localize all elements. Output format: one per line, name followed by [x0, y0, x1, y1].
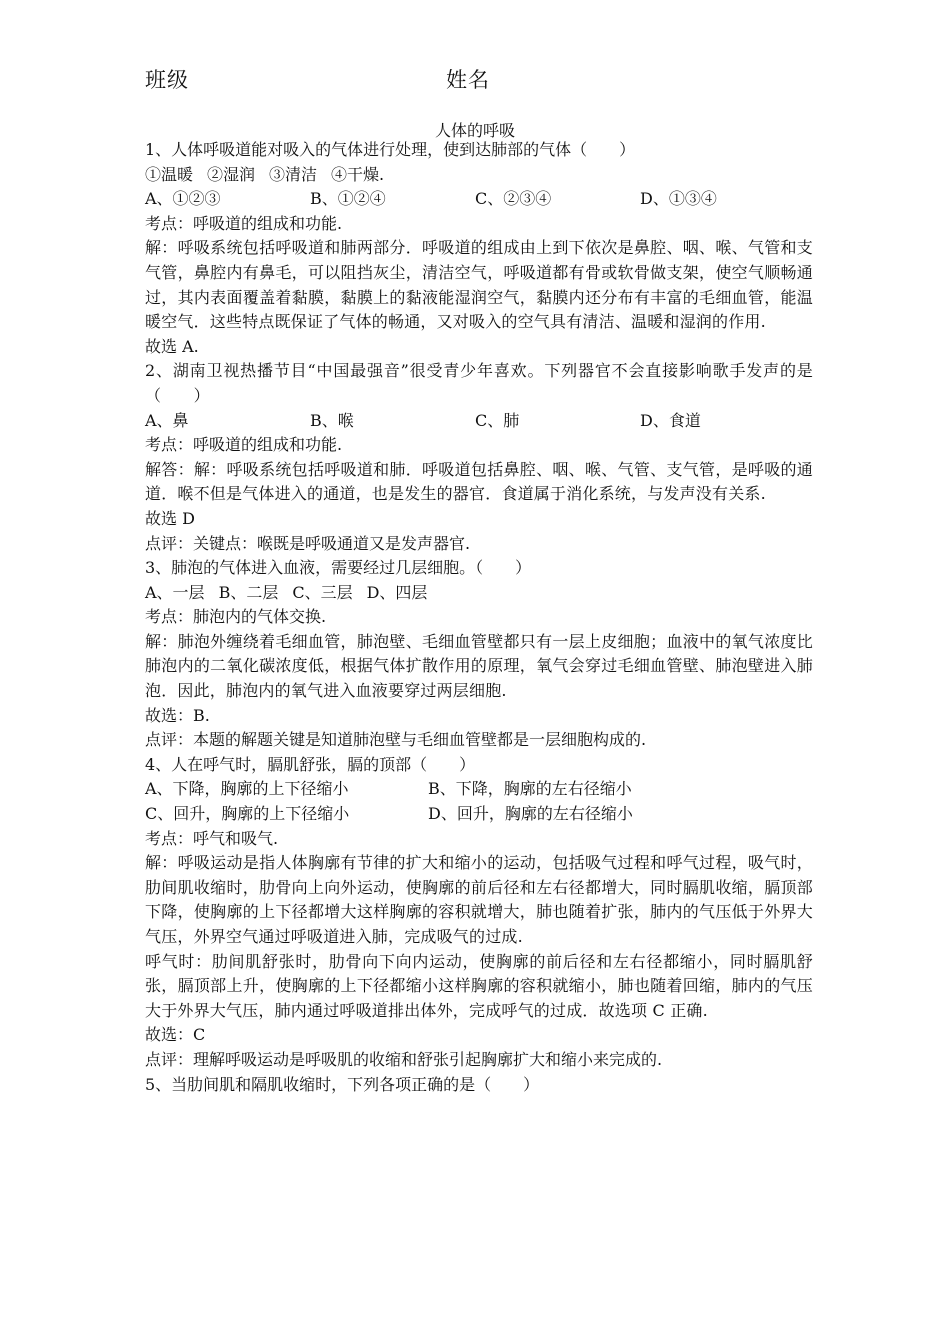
q1-option-c: C、②③④ — [475, 189, 552, 209]
q4-kaodian: 考点：呼气和吸气. — [145, 828, 279, 848]
q2-answer: 故选 D — [145, 508, 195, 528]
q3-options — [145, 581, 813, 606]
q1-stem: 1、人体呼吸道能对吸入的气体进行处理，使到达肺部的气体（ ） — [145, 140, 636, 159]
q4-solution: 解：呼吸运动是指人体胸廓有节律的扩大和缩小的运动，包括吸气过程和呼气过程，吸气时，肋间肌收缩时，肋骨向上向外运动，使胸廓的前后径和左右径都增大，同时膈肌收缩，膈顶部下降，使胸廓的上下径都增大这样胸廓的容积就增大，肺也随着扩张，肺内的气压低于外界大气压，外界空气通过呼吸道进入肺，完成吸气的过成. — [145, 853, 813, 946]
q1-item: ③清洁 — [269, 164, 318, 184]
q3-option-a: A、一层 — [145, 582, 205, 602]
q1-solution: 解：呼吸系统包括呼吸道和肺两部分．呼吸道的组成由上到下依次是鼻腔、咽、喉、气管和支气管，鼻腔内有鼻毛，可以阻挡灰尘，清洁空气，呼吸道都有骨或软骨做支架，使空气顺畅通过，其内表面覆盖着黏膜，黏膜上的黏液能湿润空气，黏膜内还分布有丰富的毛细血管，能温暖空气．这些特点既保证了气体的畅通，又对吸入的空气具有清洁、温暖和湿润的作用. — [145, 238, 813, 332]
q4-option-c: C、回升，胸廓的上下径缩小 — [145, 804, 350, 824]
q1-items — [145, 163, 813, 188]
q2-comment: 点评：关键点：喉既是呼吸通道又是发声器官. — [145, 533, 471, 553]
q3-solution: 解：肺泡外缠绕着毛细血管，肺泡壁、毛细血管壁都只有一层上皮细胞；血液中的氧气浓度比肺泡内的二氧化碳浓度低，根据气体扩散作用的原理，氧气会穿过毛细血管壁、肺泡壁进入肺泡．因此，肺泡内的氧气进入血液要穿过两层细胞. — [145, 631, 813, 701]
q4-options-row-2 — [145, 802, 813, 827]
q1-item: ②湿润 — [207, 164, 256, 184]
q3-stem: 3、肺泡的气体进入血液，需要经过几层细胞。（ ） — [145, 558, 532, 578]
q3-option-b: B、二层 — [218, 582, 279, 602]
q1-item: ①温暖 — [145, 164, 194, 184]
q1-option-b: B、①②④ — [310, 189, 386, 209]
q4-stem: 4、人在呼气时，膈肌舒张，膈的顶部（ ） — [145, 754, 476, 774]
q4-answer: 故选：C — [145, 1025, 206, 1045]
q2-solution: 解答：解：呼吸系统包括呼吸道和肺．呼吸道包括鼻腔、咽、喉、气管、支气管，是呼吸的通道．喉不但是气体进入的通道，也是发生的器官．食道属于消化系统，与发声没有关系. — [145, 459, 813, 504]
class-label: 班级 — [145, 68, 189, 92]
name-label: 姓名 — [446, 68, 490, 92]
q3-answer: 故选：B. — [145, 705, 210, 725]
q3-comment: 点评：本题的解题关键是知道肺泡壁与毛细血管壁都是一层细胞构成的. — [145, 730, 647, 750]
q4-comment: 点评：理解呼吸运动是呼吸肌的收缩和舒张引起胸廓扩大和缩小来完成的. — [145, 1049, 663, 1069]
q2-stem: 2、湖南卫视热播节目“中国最强音”很受青少年喜欢。下列器官不会直接影响歌手发声的是（ ） — [145, 361, 813, 405]
q3-option-d: D、四层 — [366, 582, 428, 602]
q2-options — [145, 409, 813, 434]
q1-answer: 故选 A. — [145, 336, 199, 356]
q2-option-a: A、鼻 — [145, 410, 189, 430]
document-title: 人体的呼吸 — [434, 121, 515, 140]
q1-options — [145, 187, 813, 212]
q3-option-c: C、三层 — [292, 582, 353, 602]
q2-option-d: D、食道 — [640, 410, 701, 430]
q2-option-b: B、喉 — [310, 410, 354, 430]
q1-item: ④干燥. — [331, 164, 385, 184]
q4-option-b: B、下降，胸廓的左右径缩小 — [428, 779, 632, 799]
q4-exhale-explanation: 呼气时：肋间肌舒张时，肋骨向下向内运动，使胸廓的前后径和左右径都缩小，同时膈肌舒张，膈顶部上升，使胸廓的上下径都缩小这样胸廓的容积就缩小，肺也随着回缩，肺内的气压大于外界大气压，肺内通过呼吸道排出体外，完成呼气的过成．故选项 C 正确. — [145, 951, 813, 1020]
q3-kaodian: 考点：肺泡内的气体交换. — [145, 607, 327, 627]
document-body — [145, 138, 813, 1097]
q2-kaodian: 考点：呼吸道的组成和功能. — [145, 435, 343, 455]
q1-option-d: D、①③④ — [640, 189, 717, 209]
q4-option-a: A、下降，胸廓的上下径缩小 — [145, 779, 349, 799]
q4-option-d: D、回升，胸廓的左右径缩小 — [428, 804, 633, 824]
q5-stem: 5、当肋间肌和隔肌收缩时，下列各项正确的是（ ） — [145, 1074, 540, 1094]
q1-kaodian: 考点：呼吸道的组成和功能. — [145, 213, 343, 233]
q1-option-a: A、①②③ — [145, 189, 221, 209]
q4-options-row-1 — [145, 777, 813, 802]
q2-option-c: C、肺 — [475, 410, 520, 430]
